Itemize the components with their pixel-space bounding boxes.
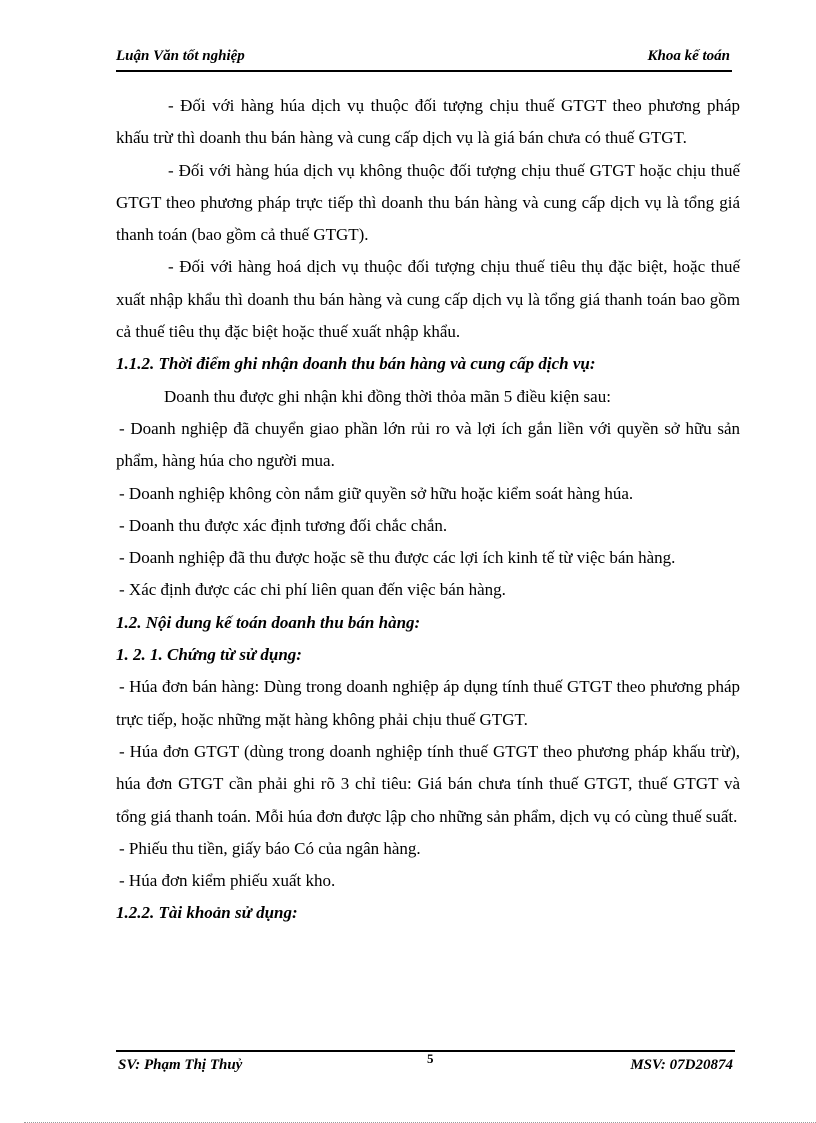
page-header <box>116 48 732 72</box>
document-item: - Húa đơn kiểm phiếu xuất kho. <box>119 871 336 891</box>
header-thesis-title: Luận Văn tốt nghiệp <box>116 48 245 64</box>
section-heading-1-2-2: 1.2.2. Tài khoản sử dụng: <box>116 903 298 923</box>
document-body <box>116 90 740 930</box>
paragraph: - Đối với hàng hoá dịch vụ thuộc đối tượng chịu thuế tiêu thụ đặc biệt, hoặc thuế xuất nhập khẩu thì doanh thu bán hàng và cung cấp dịch vụ là tổng giá thanh toán bao gồm cả thuế tiêu thụ đặc biệt hoặc thuế xuất nhập khẩu. <box>116 257 740 342</box>
document-item: - Húa đơn GTGT (dùng trong doanh nghiệp tính thuế GTGT theo phương pháp khấu trừ), húa đơn GTGT cần phải ghi rõ 3 chỉ tiêu: Giá bán chưa tính thuế GTGT, thuế GTGT và tổng giá thanh toán. Mỗi húa đơn được lập cho những sản phẩm, dịch vụ có cùng thuế suất. <box>116 741 740 826</box>
paragraph: - Đối với hàng húa dịch vụ thuộc đối tượng chịu thuế GTGT theo phương pháp khấu trừ thì doanh thu bán hàng và cung cấp dịch vụ là giá bán chưa có thuế GTGT. <box>116 96 740 148</box>
footer-student-id: MSV: 07D20874 <box>630 1057 733 1073</box>
condition-item: - Doanh nghiệp không còn nắm giữ quyền sở hữu hoặc kiểm soát hàng húa. <box>119 483 634 503</box>
page-number: 5 <box>427 1051 434 1066</box>
paragraph: - Đối với hàng húa dịch vụ không thuộc đối tượng chịu thuế GTGT hoặc chịu thuế GTGT theo phương pháp trực tiếp thì doanh thu bán hàng và cung cấp dịch vụ là tổng giá thanh toán (bao gồm cả thuế GTGT). <box>116 160 740 245</box>
condition-item: - Doanh thu được xác định tương đối chắc chắn. <box>119 515 448 535</box>
document-item: - Phiếu thu tiền, giấy báo Có của ngân hàng. <box>119 838 421 858</box>
paragraph: Doanh thu được ghi nhận khi đồng thời thỏa mãn 5 điều kiện sau: <box>164 386 611 406</box>
page-footer <box>116 1050 735 1080</box>
section-heading-1-2-1: 1. 2. 1. Chứng từ sử dụng: <box>116 645 302 665</box>
section-heading-1-1-2: 1.1.2. Thời điểm ghi nhận doanh thu bán hàng và cung cấp dịch vụ: <box>116 354 596 374</box>
header-faculty: Khoa kế toán <box>647 48 730 64</box>
condition-item: - Doanh nghiệp đã chuyển giao phần lớn rủi ro và lợi ích gắn liền với quyền sở hữu sản phẩm, hàng húa cho người mua. <box>116 418 740 471</box>
section-heading-1-2: 1.2. Nội dung kế toán doanh thu bán hàng: <box>116 612 421 632</box>
condition-item: - Doanh nghiệp đã thu được hoặc sẽ thu được các lợi ích kinh tế từ việc bán hàng. <box>119 548 676 568</box>
condition-item: - Xác định được các chi phí liên quan đến việc bán hàng. <box>119 580 506 600</box>
footer-student-name: SV: Phạm Thị Thuỷ <box>118 1057 243 1073</box>
document-item: - Húa đơn bán hàng: Dùng trong doanh nghiệp áp dụng tính thuế GTGT theo phương pháp trực tiếp, hoặc những mặt hàng không phải chịu thuế GTGT. <box>116 677 740 729</box>
